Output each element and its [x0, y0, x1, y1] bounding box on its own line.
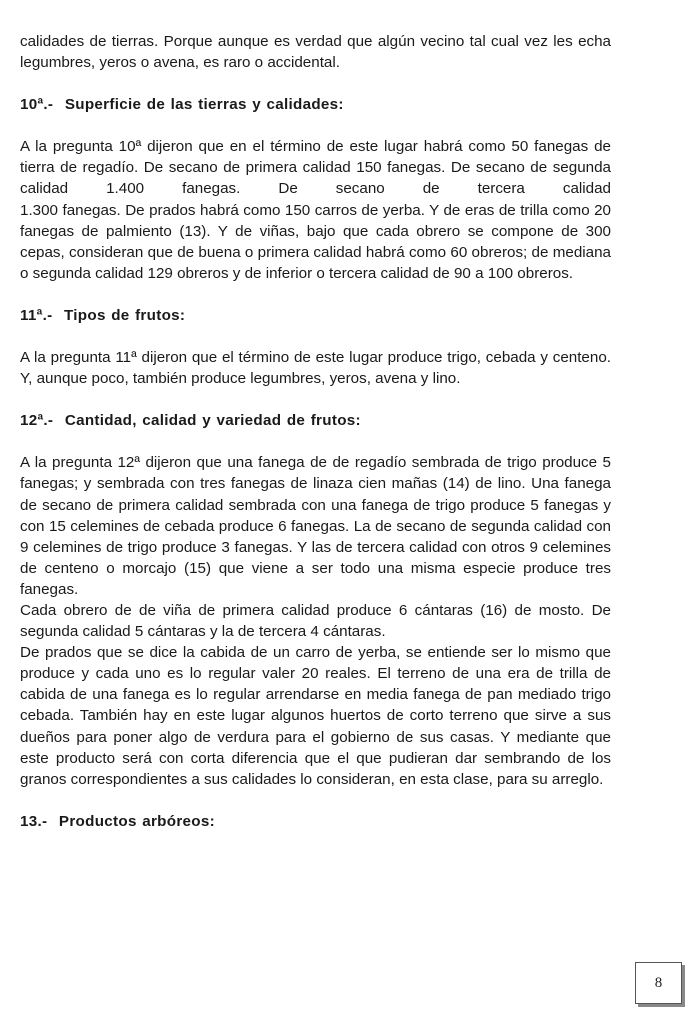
section-heading-11: [20, 305, 611, 326]
paragraph: A la pregunta 11ª dijeron que el término de este lugar produce trigo, cebada y centeno. Y, aunque poco, también produce legumbres, yeros, avena y lino.: [20, 349, 611, 388]
paragraph: 1.300 fanegas. De prados habrá como 150 carros de yerba. Y de eras de trilla como 20 fanegas de palmiento (13). Y de viñas, bajo que cada obrero se compone de 300 cepas, consideran que de buena o primera calidad habrá como 60 obreros; de mediana o segunda calidad 129 obreros y de inferior o tercera calidad de 90 a 100 obreros.: [20, 201, 611, 282]
paragraph: Cada obrero de de viña de primera calidad produce 6 cántaras (16) de mosto. De segunda calidad 5 cántaras y la de tercera 4 cántaras.: [20, 601, 611, 641]
section-heading-10: [20, 94, 611, 115]
section-title: Productos arbóreos:: [58, 812, 215, 830]
page-number: 8: [654, 974, 663, 991]
section-number: 13.-: [20, 812, 48, 830]
section-number: 10ª.-: [20, 96, 54, 114]
section-heading-13: [20, 811, 611, 832]
document-page: [20, 31, 611, 832]
section-title: Cantidad, calidad y variedad de frutos:: [64, 412, 361, 430]
page-number-box: [635, 962, 682, 1004]
section-number: 12ª.-: [20, 412, 54, 430]
section-number: 11ª.-: [20, 306, 53, 324]
section-title: Superficie de las tierras y calidades:: [64, 96, 344, 114]
paragraph: A la pregunta 12ª dijeron que una fanega de de regadío sembrada de trigo produce 5 fanegas; y sembrada con tres fanegas de linaza cien mañas (14) de lino. Una fanega de secano de primera calidad sembrada con una fanega de trigo produce 5 fanegas y con 15 celemines de cebada produce 6 fanegas. La de secano de segunda calidad con 9 celemines de trigo produce 3 fanegas. Y las de tercera calidad con otros 9 celemines de centeno o morcajo (15) que viene a ser todo una misma especie produce tres fanegas.: [20, 454, 611, 598]
paragraph: De prados que se dice la cabida de un carro de yerba, se entiende ser lo mismo que produce y cada uno es lo regular valer 20 reales. El terreno de una era de trilla de cabida de una fanega es lo regular arrendarse en media fanega de pan mediado trigo cebada. También hay en este lugar algunos huertos de corto terreno que sirve a sus dueños para poner algo de verdura para el gobierno de sus casas. Y mediante que este producto será con corta diferencia que el que pudieran dar sembrando de los granos correspondientes a sus calidades lo consideran, en esta clase, para su arreglo.: [20, 644, 611, 788]
section-heading-12: [20, 410, 611, 431]
section-title: Tipos de frutos:: [63, 306, 186, 324]
intro-paragraph: calidades de tierras. Porque aunque es verdad que algún vecino tal cual vez les echa legumbres, yeros o avena, es raro o accidental.: [20, 33, 611, 72]
paragraph: A la pregunta 10ª dijeron que en el término de este lugar habrá como 50 fanegas de tierra de regadío. De secano de primera calidad 150 fanegas. De secano de segunda calidad 1.400 fanegas. De secano de tercera calidad: [20, 138, 611, 198]
